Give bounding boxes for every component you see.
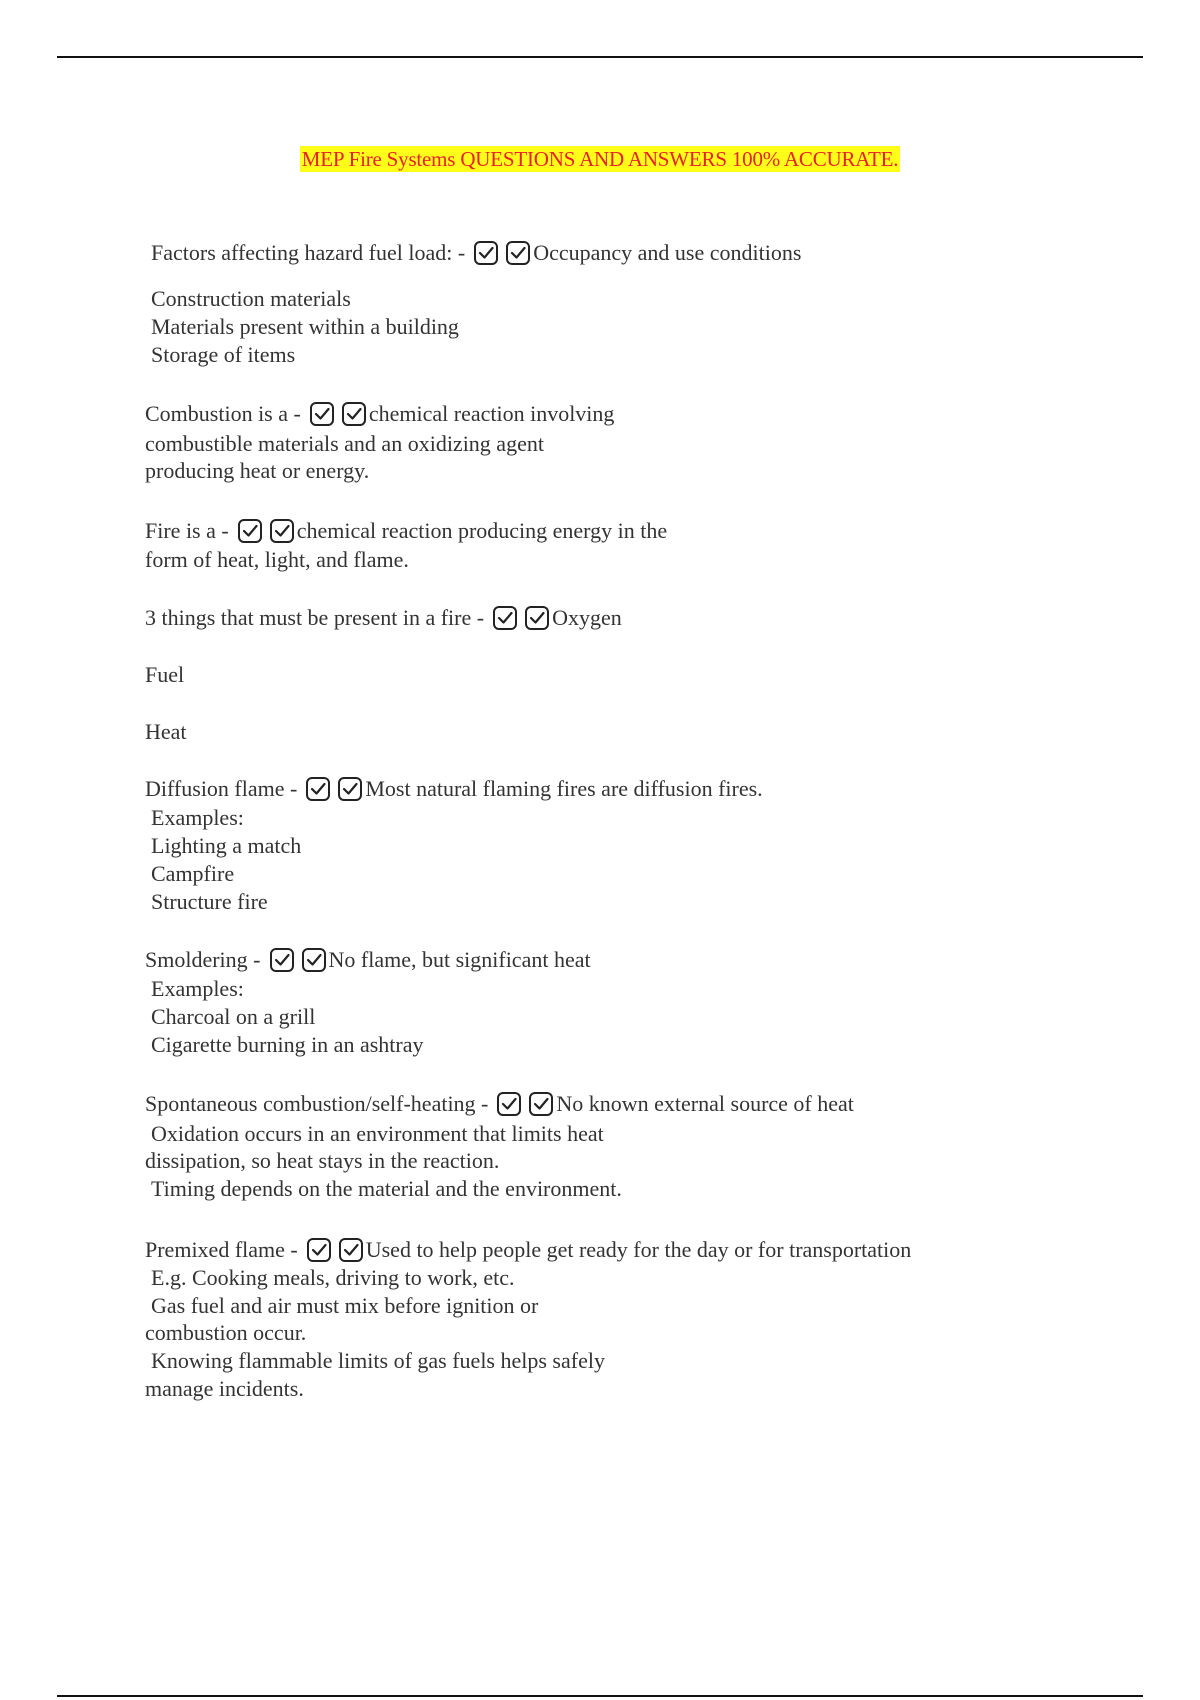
checkbox-checked-icon (505, 240, 531, 266)
bottom-rule (57, 1695, 1143, 1697)
question-line (145, 401, 614, 427)
question-text: Spontaneous combustion/self-heating - (145, 1091, 489, 1116)
checkmarks (305, 776, 363, 802)
question-line (145, 947, 591, 973)
checkbox-checked-icon (496, 1091, 522, 1117)
answer-line: dissipation, so heat stays in the reaction. (145, 1148, 500, 1173)
checkmarks (269, 947, 327, 973)
answer-line: E.g. Cooking meals, driving to work, etc. (151, 1265, 515, 1290)
question-text: Diffusion flame - (145, 776, 298, 801)
question-text: Premixed flame - (145, 1237, 298, 1262)
question-line (145, 1237, 911, 1263)
question-text: 3 things that must be present in a fire - (145, 605, 485, 630)
checkmarks (492, 605, 550, 631)
answer-line: Structure fire (151, 889, 268, 914)
checkmarks (473, 240, 531, 266)
checkbox-checked-icon (338, 1237, 364, 1263)
title-container (0, 146, 1200, 172)
answer-line: Storage of items (151, 342, 296, 367)
checkbox-checked-icon (309, 401, 335, 427)
answer-line: Lighting a match (151, 833, 302, 858)
answer-line: Timing depends on the material and the environment. (151, 1176, 622, 1201)
question-line (151, 240, 801, 266)
answer-line: Campfire (151, 861, 235, 886)
question-text: Smoldering - (145, 947, 261, 972)
answer-line: Cigarette burning in an ashtray (151, 1032, 424, 1057)
answer-line: Oxidation occurs in an environment that limits heat (151, 1121, 604, 1146)
checkbox-checked-icon (337, 776, 363, 802)
question-text: Factors affecting hazard fuel load: - (151, 240, 466, 265)
top-rule (57, 56, 1143, 58)
answer-line: Construction materials (151, 286, 351, 311)
answer-text: Occupancy and use conditions (533, 240, 802, 265)
question-text: Fire is a - (145, 518, 229, 543)
answer-text: Oxygen (552, 605, 622, 630)
checkmarks (496, 1091, 554, 1117)
answer-text: Used to help people get ready for the day or for transportation (365, 1237, 912, 1262)
answer-line: manage incidents. (145, 1376, 304, 1401)
checkmarks (309, 401, 367, 427)
answer-text: No known external source of heat (556, 1091, 854, 1116)
checkbox-checked-icon (237, 518, 263, 544)
question-line (145, 776, 763, 802)
checkbox-checked-icon (473, 240, 499, 266)
checkbox-checked-icon (269, 518, 295, 544)
answer-line: Heat (145, 719, 187, 744)
question-line (145, 605, 622, 631)
answer-line: Gas fuel and air must mix before ignition or (151, 1293, 539, 1318)
answer-line: Examples: (151, 805, 244, 830)
answer-line: Charcoal on a grill (151, 1004, 316, 1029)
checkbox-checked-icon (306, 1237, 332, 1263)
answer-line: Materials present within a building (151, 314, 459, 339)
checkbox-checked-icon (528, 1091, 554, 1117)
answer-line: Fuel (145, 662, 185, 687)
checkmarks (237, 518, 295, 544)
answer-line: Examples: (151, 976, 244, 1001)
question-line (145, 518, 667, 544)
answer-text: No flame, but significant heat (328, 947, 591, 972)
question-line (145, 1091, 854, 1117)
answer-line: Knowing flammable limits of gas fuels helps safely (151, 1348, 605, 1373)
answer-line: form of heat, light, and flame. (145, 547, 409, 572)
checkbox-checked-icon (492, 605, 518, 631)
checkmarks (306, 1237, 364, 1263)
answer-text: chemical reaction producing energy in the (296, 518, 668, 543)
checkbox-checked-icon (269, 947, 295, 973)
checkbox-checked-icon (305, 776, 331, 802)
answer-text: Most natural flaming fires are diffusion fires. (365, 776, 763, 801)
answer-text: chemical reaction involving (368, 401, 615, 426)
answer-line: combustible materials and an oxidizing agent (145, 431, 544, 456)
question-text: Combustion is a - (145, 401, 301, 426)
document-title: MEP Fire Systems QUESTIONS AND ANSWERS 100% ACCURATE. (301, 147, 899, 171)
answer-line: producing heat or energy. (145, 458, 370, 483)
checkbox-checked-icon (301, 947, 327, 973)
checkbox-checked-icon (341, 401, 367, 427)
checkbox-checked-icon (524, 605, 550, 631)
answer-line: combustion occur. (145, 1320, 307, 1345)
